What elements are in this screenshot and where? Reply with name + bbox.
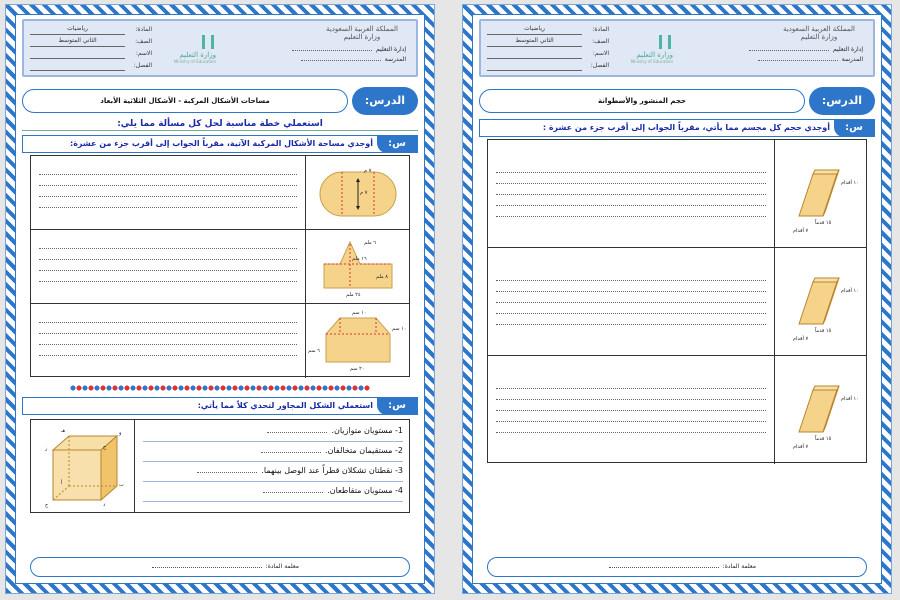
areas-table [30, 155, 410, 377]
logo-mark-icon [659, 35, 671, 49]
field-label: الاسم: [592, 50, 609, 57]
question-text: أوجدي حجم كل مجسم مما يأتي، مقرباً الجواب إلى أقرب جزء من عشرة : [542, 123, 830, 132]
header-field-class [30, 61, 150, 72]
answer-lines[interactable] [31, 304, 305, 378]
page-content [472, 14, 882, 584]
field-label: الاسم: [135, 50, 152, 57]
question-bar-2 [22, 397, 418, 415]
dimension-label: ٧ أقدام [793, 228, 809, 234]
figure-house-shape [305, 230, 409, 303]
cube-questions-list [143, 422, 403, 502]
lesson-title: حجم المنشور والأسطوانة [479, 89, 805, 113]
lesson-title: مساحات الأشكال المركبة - الأشكال الثلاثية الأبعاد [22, 89, 348, 113]
field-value: رياضيات [30, 25, 125, 35]
question-tag: س: [834, 119, 874, 137]
kingdom-line1: المملكة العربية السعودية [326, 25, 398, 33]
answer-lines[interactable] [488, 356, 774, 464]
dimension-label: ١٠ أقدام [841, 288, 859, 294]
list-item[interactable] [143, 442, 403, 462]
header-field-subject [30, 25, 150, 36]
cube-figure [31, 420, 135, 512]
dimension-label: ١٥ قدماً [815, 436, 832, 442]
dotted-divider [70, 385, 370, 391]
figure-prism [774, 248, 866, 355]
school-label: المدرسة [841, 56, 863, 63]
ministry-logo [160, 35, 216, 65]
dimension-label: ٧ أقدام [793, 444, 809, 450]
question-text: أوجدي مساحة الأشكال المركبة الآتية، مقرباً الجواب إلى أقرب جزء من عشرة: [70, 139, 373, 148]
instruction-heading: استعملي خطة مناسبة لحل كل مسألة مما يلي: [22, 117, 418, 131]
volumes-table [487, 139, 867, 463]
kingdom-line2: وزارة التعليم [343, 33, 381, 41]
list-item[interactable] [143, 422, 403, 442]
question-bar-1 [22, 135, 418, 153]
field-label: الفصل: [133, 62, 152, 69]
answer-line[interactable] [261, 445, 321, 453]
kingdom-calligraphy [322, 25, 402, 41]
admin-fields [256, 45, 406, 65]
ministry-name: وزارة التعليم [179, 51, 216, 59]
dimension-label: ٨ ملم [376, 274, 388, 280]
dimension-label: ١٠ أقدام [841, 396, 859, 402]
dimension-label: ١٦ ملم [352, 256, 367, 262]
lesson-tag: الدرس: [809, 87, 875, 115]
field-label: المادة: [135, 26, 152, 33]
vertex-label: ج [45, 502, 49, 508]
dimension-label: ١٠ سم [392, 326, 407, 332]
field-value: الثاني المتوسط [487, 37, 582, 47]
figure-trapezoid-rectangle [305, 304, 409, 378]
prism-icon [775, 140, 867, 248]
field-value: رياضيات [487, 25, 582, 35]
figure-rounded-rectangle [305, 156, 409, 229]
list-item[interactable] [143, 462, 403, 482]
list-item[interactable] [143, 482, 403, 502]
header-field-grade [30, 37, 150, 48]
dimension-label: ١٥ قدماً [815, 220, 832, 226]
field-label: الصف: [592, 38, 609, 45]
field-label: الفصل: [590, 62, 609, 69]
dimension-label: ١٥ قدماً [815, 328, 832, 334]
dimension-label: ٧ م [364, 168, 372, 174]
dimension-label: ٦ ملم [364, 240, 376, 246]
dimension-label: ٧ أقدام [793, 336, 809, 342]
page-header [22, 19, 418, 77]
school-line [301, 60, 381, 61]
dimension-label: ٢٤ ملم [346, 292, 361, 298]
dimension-label: ٧ م [360, 190, 368, 196]
admin-label: إدارة التعليم [833, 46, 863, 53]
dimension-label: ١٠ أقدام [841, 180, 859, 186]
teacher-footer [487, 557, 867, 577]
worksheet-page-right [462, 4, 892, 594]
answer-lines[interactable] [31, 156, 305, 229]
field-value: الثاني المتوسط [30, 37, 125, 47]
header-field-class [487, 61, 607, 72]
lesson-tag: الدرس: [352, 87, 418, 115]
figure-prism [774, 356, 866, 464]
field-label: المادة: [592, 26, 609, 33]
vertex-label: هـ [61, 428, 66, 434]
lesson-bar [479, 87, 875, 113]
prism-icon [775, 248, 867, 356]
stadium-shape-icon [306, 156, 410, 230]
question-tag: س: [377, 397, 417, 415]
answer-line[interactable] [267, 425, 327, 433]
question-tag: س: [377, 135, 417, 153]
school-label: المدرسة [384, 56, 406, 63]
page-content [15, 14, 425, 584]
figure-prism [774, 140, 866, 247]
table-row [488, 356, 866, 464]
dimension-label: ٦ سم [308, 348, 320, 354]
vertex-label: و [119, 430, 122, 436]
kingdom-line2: وزارة التعليم [800, 33, 838, 41]
question-text: استعملي الشكل المجاور لتحدي كلاً مما يأتي: [197, 401, 373, 410]
admin-line [292, 50, 372, 51]
teacher-signature-line[interactable] [609, 560, 719, 568]
list-item-text: 1- مستويان متوازيان. [331, 426, 403, 435]
header-field-subject [487, 25, 607, 36]
school-line [758, 60, 838, 61]
list-item-text: 2- مستقيمان متخالفان. [325, 446, 403, 455]
answer-line[interactable] [197, 465, 257, 473]
field-value [30, 49, 125, 59]
list-item-text: 3- نقطتان تشكلان قطراً عند الوصل بينهما. [261, 466, 403, 475]
vertex-label: أ [61, 480, 63, 486]
page-header [479, 19, 875, 77]
vertex-label: د [103, 502, 106, 508]
field-value [487, 49, 582, 59]
field-value [487, 61, 582, 71]
lesson-bar [22, 87, 418, 113]
vertex-label: ب [119, 482, 124, 488]
vertex-label: ح [103, 444, 107, 450]
teacher-footer [30, 557, 410, 577]
teacher-signature-line[interactable] [152, 560, 262, 568]
question-bar-1 [479, 119, 875, 137]
field-value [30, 61, 125, 71]
worksheet-page-left [5, 4, 435, 594]
table-row [31, 304, 409, 378]
ministry-sub: Ministry of Education [630, 59, 673, 64]
teacher-label: معلمة المادة: [265, 563, 299, 570]
prism-icon [775, 356, 867, 464]
admin-fields [713, 45, 863, 65]
teacher-label: معلمة المادة: [722, 563, 756, 570]
dimension-label: ١٠ سم [352, 310, 367, 316]
kingdom-calligraphy [779, 25, 859, 41]
header-field-name [30, 49, 150, 60]
answer-lines[interactable] [488, 248, 774, 355]
admin-line [749, 50, 829, 51]
table-row [31, 230, 409, 304]
admin-label: إدارة التعليم [376, 46, 406, 53]
table-row [488, 248, 866, 356]
header-field-name [487, 49, 607, 60]
ministry-name: وزارة التعليم [636, 51, 673, 59]
answer-lines[interactable] [31, 230, 305, 303]
logo-mark-icon [202, 35, 214, 49]
header-field-grade [487, 37, 607, 48]
dimension-label: ٢٠ سم [350, 366, 365, 372]
ministry-logo [617, 35, 673, 65]
list-item-text: 4- مستويان متقاطعان. [327, 486, 403, 495]
field-label: الصف: [135, 38, 152, 45]
cube-question [30, 419, 410, 513]
vertex-label: ز [45, 446, 48, 452]
ministry-sub: Ministry of Education [173, 59, 216, 64]
table-row [488, 140, 866, 248]
table-row [31, 156, 409, 230]
answer-line[interactable] [263, 485, 323, 493]
answer-lines[interactable] [488, 140, 774, 247]
kingdom-line1: المملكة العربية السعودية [783, 25, 855, 33]
